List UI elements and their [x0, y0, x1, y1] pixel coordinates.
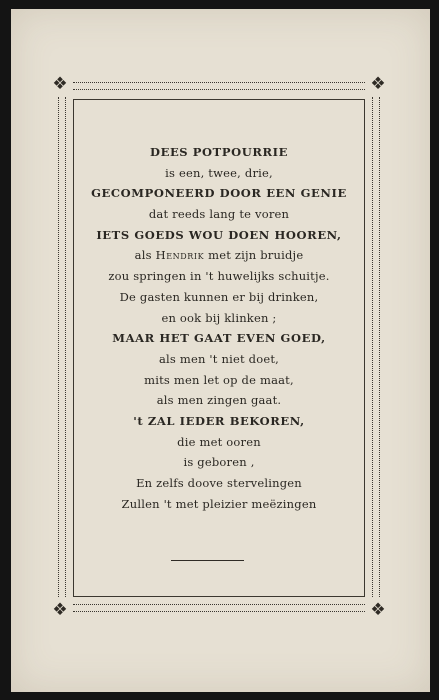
poem-line: zou springen in 't huwelijks schuitje.	[108, 269, 330, 284]
poem-line: mits men let op de maat,	[144, 372, 294, 387]
poem-line: is geboren ,	[183, 455, 255, 470]
poem-line	[74, 245, 364, 266]
chain-border-right	[372, 97, 380, 597]
poem-word: als	[134, 248, 152, 263]
poem-line: IETS GOEDS WOU DOEN HOOREN,	[96, 227, 342, 242]
chain-border-bottom	[73, 604, 365, 612]
poem-line: De gasten kunnen er bij drinken,	[119, 289, 319, 304]
floral-corner-icon: ❖	[52, 600, 68, 620]
poem-line: die met ooren	[177, 434, 261, 449]
poem-name: Hendrik	[155, 248, 205, 263]
inner-frame	[73, 99, 365, 597]
poem-line: DEES POTPOURRIE	[150, 145, 288, 159]
floral-corner-icon: ❖	[370, 74, 386, 94]
poem-line: Zullen 't met pleizier meëzingen	[121, 496, 317, 511]
floral-corner-icon: ❖	[370, 600, 386, 620]
poem-word: met zijn bruidje	[208, 248, 304, 263]
poem-line: En zelfs doove stervelingen	[136, 476, 302, 490]
closing-rule	[171, 560, 244, 561]
ornamental-border	[51, 75, 387, 619]
poem-line: MAAR HET GAAT EVEN GOED,	[112, 331, 326, 346]
floral-corner-icon: ❖	[52, 74, 68, 94]
document-page	[11, 9, 430, 692]
poem-line: als men zingen gaat.	[156, 393, 282, 408]
poem-line: is een, twee, drie,	[165, 165, 273, 180]
poem-line: en ook bij klinken ;	[161, 310, 277, 325]
poem-line: GECOMPONEERD DOOR EEN GENIE	[91, 186, 347, 201]
poem-line: dat reeds lang te voren	[148, 207, 290, 222]
poem-line: 't ZAL IEDER BEKOREN,	[133, 413, 305, 428]
poem-line: als men 't niet doet,	[158, 351, 280, 366]
chain-border-left	[58, 97, 66, 597]
poem-text	[74, 142, 364, 514]
chain-border-top	[73, 82, 365, 90]
